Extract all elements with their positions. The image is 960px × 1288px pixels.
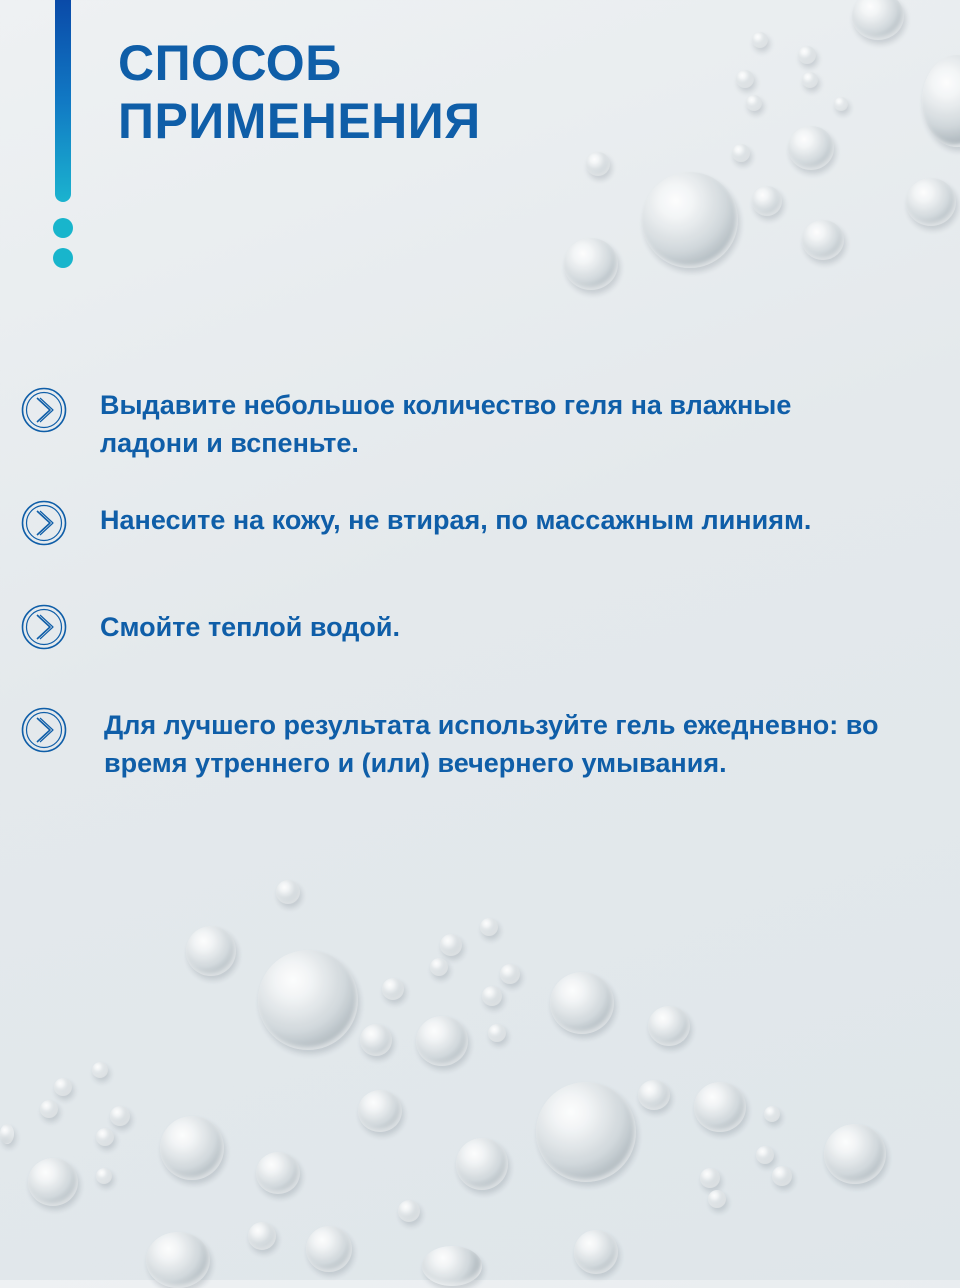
water-drop bbox=[360, 1024, 392, 1056]
page-title-line-1: СПОСОБ bbox=[118, 35, 342, 91]
page-title bbox=[118, 34, 481, 150]
water-drop bbox=[416, 1016, 468, 1066]
water-drop bbox=[536, 1082, 636, 1182]
step-item bbox=[20, 499, 890, 547]
water-drop bbox=[186, 926, 236, 976]
water-drop bbox=[852, 0, 904, 40]
water-drop bbox=[648, 1006, 690, 1046]
water-drop bbox=[834, 97, 848, 111]
step-item bbox=[20, 706, 894, 782]
water-drop bbox=[482, 986, 502, 1006]
water-drop bbox=[802, 220, 844, 260]
water-drop bbox=[54, 1078, 72, 1096]
step-item bbox=[20, 603, 890, 651]
page-title-line-2: ПРИМЕНЕНИЯ bbox=[118, 93, 481, 149]
water-drop bbox=[736, 70, 754, 88]
water-drop bbox=[700, 1168, 720, 1188]
water-drop bbox=[638, 1080, 670, 1110]
water-drop bbox=[28, 1158, 78, 1206]
water-drop bbox=[772, 1166, 792, 1186]
water-drop bbox=[92, 1062, 108, 1078]
accent-dot bbox=[53, 218, 73, 238]
water-drop bbox=[276, 880, 300, 904]
water-drop bbox=[732, 144, 750, 162]
accent-dot bbox=[53, 248, 73, 268]
water-drop bbox=[798, 46, 816, 64]
water-drop bbox=[586, 152, 610, 176]
water-drop bbox=[160, 1116, 224, 1180]
water-drop bbox=[248, 1222, 276, 1250]
water-drop bbox=[358, 1090, 402, 1132]
chevron-right-circle-icon bbox=[20, 386, 68, 434]
water-drop bbox=[40, 1100, 58, 1118]
step-text: Выдавите небольшое количество геля на влажные ладони и вспеньте. bbox=[100, 390, 792, 458]
water-drop bbox=[802, 72, 818, 88]
water-drop bbox=[0, 1124, 14, 1144]
water-drop bbox=[564, 238, 618, 290]
step-text: Смойте теплой водой. bbox=[100, 612, 400, 642]
step-text: Нанесите на кожу, не втирая, по массажным линиям. bbox=[100, 505, 812, 535]
water-drop bbox=[306, 1226, 352, 1272]
water-drop bbox=[550, 972, 614, 1034]
water-drop bbox=[922, 55, 960, 147]
water-drop bbox=[574, 1230, 618, 1274]
water-drop bbox=[788, 126, 834, 170]
water-drop bbox=[500, 964, 520, 984]
chevron-right-circle-icon bbox=[20, 499, 68, 547]
water-drop bbox=[382, 978, 404, 1000]
accent-bar bbox=[55, 0, 71, 202]
step-item bbox=[20, 386, 890, 462]
water-drop bbox=[258, 950, 358, 1050]
water-drop bbox=[906, 178, 956, 226]
water-drop bbox=[694, 1082, 746, 1132]
water-drop bbox=[456, 1138, 508, 1190]
water-drop bbox=[422, 1246, 482, 1286]
chevron-right-circle-icon bbox=[20, 603, 68, 651]
water-drop bbox=[752, 32, 768, 48]
water-drop bbox=[756, 1146, 774, 1164]
water-drop bbox=[488, 1024, 506, 1042]
water-drop bbox=[110, 1106, 130, 1126]
water-drop bbox=[824, 1124, 886, 1184]
water-drop bbox=[746, 95, 762, 111]
water-drop bbox=[642, 172, 738, 268]
water-drop bbox=[440, 934, 462, 956]
water-drop bbox=[430, 958, 448, 976]
chevron-right-circle-icon bbox=[20, 706, 68, 754]
water-drop bbox=[96, 1168, 112, 1184]
water-drop bbox=[752, 186, 782, 216]
water-drop bbox=[96, 1128, 114, 1146]
water-drop bbox=[764, 1106, 780, 1122]
water-drop bbox=[480, 918, 498, 936]
step-text: Для лучшего результата используйте гель ежедневно: во время утреннего и (или) вечернего умывания. bbox=[104, 710, 879, 778]
water-drop bbox=[256, 1152, 300, 1194]
water-drop bbox=[708, 1190, 726, 1208]
water-drop bbox=[398, 1200, 420, 1222]
